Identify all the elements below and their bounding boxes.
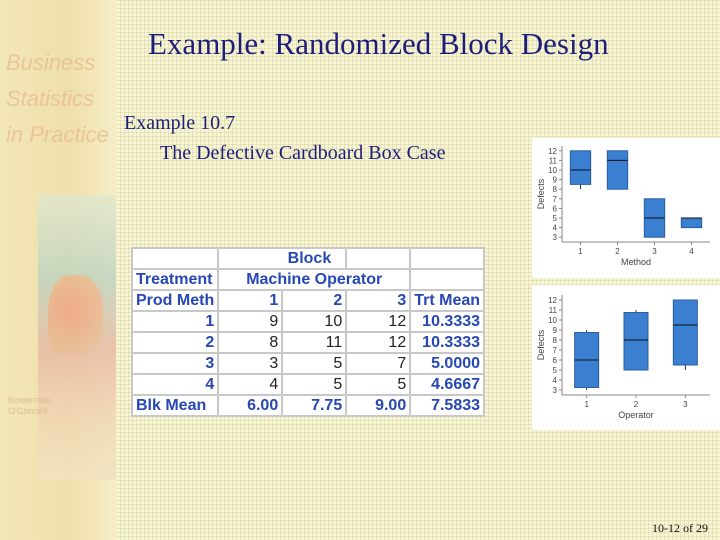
table-row [132, 332, 484, 353]
box-2 [624, 313, 648, 371]
book-author-1: Bowerman [8, 395, 52, 405]
y-tick-label: 7 [552, 346, 557, 355]
y-axis-label: Defects [536, 178, 546, 210]
table-cell: 12 [346, 311, 410, 332]
y-tick-label: 8 [552, 185, 557, 195]
table-empty-cell [410, 248, 484, 269]
table-cell: 5 [282, 353, 346, 374]
block-mean: 9.00 [346, 395, 410, 416]
x-tick-label: 3 [652, 247, 657, 256]
table-cell: 11 [282, 332, 346, 353]
y-tick-label: 3 [552, 233, 557, 243]
block-mean: 6.00 [218, 395, 282, 416]
table-cell: 8 [218, 332, 282, 353]
x-axis-label: Method [620, 257, 652, 267]
x-tick-label: 4 [689, 247, 694, 256]
table-row [132, 374, 484, 395]
trt-mean-label: Trt Mean [410, 290, 484, 311]
blk-mean-label: Blk Mean [132, 395, 218, 416]
x-tick-label: 1 [578, 247, 583, 256]
table-cell: 5 [346, 374, 410, 395]
example-name: The Defective Cardboard Box Case [160, 142, 446, 164]
book-author-2: O'Connell [8, 406, 48, 416]
book-authors [8, 395, 51, 417]
method-boxplot [532, 138, 720, 278]
y-tick-label: 10 [548, 166, 557, 175]
operator-header: 1 [218, 290, 282, 311]
example-number: Example 10.7 [124, 112, 236, 134]
treatment-label: Treatment [132, 269, 218, 290]
method-number: 1 [132, 311, 218, 332]
y-tick-label: 5 [552, 214, 557, 223]
book-cover-image [38, 195, 116, 480]
table-row [132, 353, 484, 374]
prod-meth-label: Prod Meth [132, 290, 218, 311]
y-tick-label: 12 [548, 296, 557, 305]
operator-boxplot-svg [532, 285, 720, 430]
y-tick-label: 9 [552, 175, 557, 185]
book-title-line-1: Business [6, 50, 96, 75]
y-axis-label: Defects [536, 329, 546, 361]
y-tick-label: 11 [548, 156, 557, 166]
table-cell: 12 [346, 332, 410, 353]
x-tick-label: 2 [615, 247, 620, 256]
book-cover-sidebar [0, 0, 117, 540]
y-tick-label: 6 [552, 204, 557, 214]
table-header-row-columns [132, 290, 484, 311]
y-tick-label: 11 [548, 306, 557, 315]
table-row [132, 311, 484, 332]
box-1 [570, 151, 590, 185]
y-tick-label: 3 [552, 386, 557, 395]
table-header-row-block [132, 248, 484, 269]
operator-header: 2 [282, 290, 346, 311]
data-table [131, 247, 485, 417]
y-tick-label: 8 [552, 336, 557, 345]
block-label: Block [218, 248, 346, 269]
table-empty-cell [346, 248, 410, 269]
table-corner-cell [132, 248, 218, 269]
x-tick-label: 2 [633, 400, 639, 409]
y-tick-label: 6 [552, 356, 557, 365]
table-cell: 7 [346, 353, 410, 374]
grand-mean: 7.5833 [410, 395, 484, 416]
y-tick-label: 7 [552, 194, 557, 204]
box-2 [607, 151, 627, 189]
book-title-line-3: in Practice [6, 122, 109, 147]
table-cell: 9 [218, 311, 282, 332]
operator-boxplot [532, 285, 720, 430]
treatment-mean: 4.6667 [410, 374, 484, 395]
operator-header: 3 [346, 290, 410, 311]
table-cell: 3 [218, 353, 282, 374]
slide-title: Example: Randomized Block Design [148, 26, 609, 61]
y-tick-label: 9 [552, 326, 557, 335]
x-tick-label: 3 [683, 400, 688, 409]
method-number: 3 [132, 353, 218, 374]
machine-operator-label: Machine Operator [218, 269, 410, 290]
table-cell: 4 [218, 374, 282, 395]
slide-number: 10-12 of 29 [652, 521, 708, 535]
table-row-block-means [132, 395, 484, 416]
treatment-mean: 10.3333 [410, 332, 484, 353]
block-mean: 7.75 [282, 395, 346, 416]
treatment-mean: 10.3333 [410, 311, 484, 332]
y-tick-label: 4 [552, 223, 557, 233]
method-number: 2 [132, 332, 218, 353]
book-title-line-2: Statistics [6, 86, 95, 111]
method-number: 4 [132, 374, 218, 395]
table-cell: 5 [282, 374, 346, 395]
x-tick-label: 1 [584, 400, 589, 409]
box-4 [681, 218, 701, 228]
table-header-row-treatment [132, 269, 484, 290]
table-cell: 10 [282, 311, 346, 332]
method-boxplot-svg [532, 138, 720, 278]
box-3 [673, 300, 697, 365]
y-tick-label: 5 [552, 366, 557, 375]
y-tick-label: 4 [552, 376, 557, 385]
y-tick-label: 12 [548, 146, 557, 156]
treatment-mean: 5.0000 [410, 353, 484, 374]
x-axis-label: Operator [618, 410, 654, 420]
table-empty-cell [410, 269, 484, 290]
y-tick-label: 10 [548, 316, 557, 325]
